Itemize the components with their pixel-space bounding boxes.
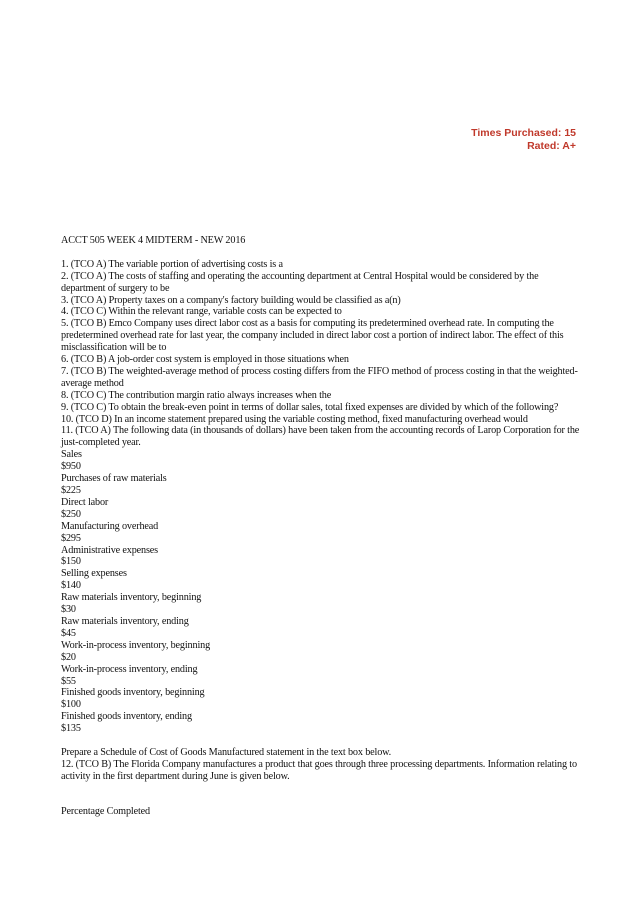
data-line: Work-in-process inventory, beginning <box>61 639 211 651</box>
document-title: ACCT 505 WEEK 4 MIDTERM - NEW 2016 <box>61 235 246 246</box>
question-10: 10. (TCO D) In an income statement prepared using the variable costing method, fixed manufacturing overhead would <box>61 413 528 425</box>
question-12: 12. (TCO B) The Florida Company manufactures a product that goes through three processing departments. Information relating to activity in the first department during June is given below. <box>61 758 577 782</box>
data-line: $140 <box>61 580 81 592</box>
question-1: 1. (TCO A) The variable portion of advertising costs is a <box>61 258 283 270</box>
data-line: Manufacturing overhead <box>61 520 159 532</box>
data-line: Work-in-process inventory, ending <box>61 663 198 675</box>
data-line: Selling expenses <box>61 568 127 580</box>
instruction-text: Prepare a Schedule of Cost of Goods Manufactured statement in the text box below. <box>61 746 392 758</box>
data-line: Finished goods inventory, beginning <box>61 687 205 699</box>
data-line: Finished goods inventory, ending <box>61 711 192 723</box>
spacer <box>61 795 581 807</box>
data-line: $250 <box>61 508 81 520</box>
data-line: $225 <box>61 485 81 497</box>
purchase-info <box>471 127 576 153</box>
data-line: Administrative expenses <box>61 544 158 556</box>
data-line: $100 <box>61 699 81 711</box>
data-line: Raw materials inventory, ending <box>61 615 189 627</box>
data-line: Purchases of raw materials <box>61 473 167 485</box>
data-line: $45 <box>61 627 76 639</box>
data-line: Sales <box>61 449 82 461</box>
spacer <box>61 247 581 259</box>
data-line: Direct labor <box>61 496 109 508</box>
question-5: 5. (TCO B) Emco Company uses direct labor cost as a basis for computing its predetermined overhead rate. In computing the predetermined overhead rate for last year, the company included in direct labor cost a portion of indirect labor. The effect of this misclassification will be to <box>61 318 564 354</box>
times-purchased: Times Purchased: 15 <box>471 127 576 139</box>
question-6: 6. (TCO B) A job-order cost system is employed in those situations when <box>61 354 349 366</box>
question-2: 2. (TCO A) The costs of staffing and operating the accounting department at Central Hospital would be considered by the department of surgery to be <box>61 270 539 294</box>
data-line: $150 <box>61 556 81 568</box>
question-3: 3. (TCO A) Property taxes on a company's factory building would be classified as a(n) <box>61 294 401 306</box>
question-8: 8. (TCO C) The contribution margin ratio always increases when the <box>61 389 332 401</box>
data-line: $295 <box>61 532 81 544</box>
rating: Rated: A+ <box>527 140 576 152</box>
data-line: $55 <box>61 675 76 687</box>
data-line: $30 <box>61 604 76 616</box>
percentage-completed-label: Percentage Completed <box>61 806 150 818</box>
data-line: Raw materials inventory, beginning <box>61 592 202 604</box>
spacer <box>61 783 581 795</box>
data-line: $135 <box>61 723 81 735</box>
document-body <box>61 235 581 818</box>
data-line: $20 <box>61 651 76 663</box>
question-9: 9. (TCO C) To obtain the break-even point in terms of dollar sales, total fixed expenses are divided by which of the following? <box>61 401 559 413</box>
spacer <box>61 735 581 747</box>
data-line: $950 <box>61 461 81 473</box>
question-4: 4. (TCO C) Within the relevant range, variable costs can be expected to <box>61 306 342 318</box>
question-11: 11. (TCO A) The following data (in thousands of dollars) have been taken from the accounting records of Larop Corporation for the just-completed year. <box>61 425 580 449</box>
question-7: 7. (TCO B) The weighted-average method of process costing differs from the FIFO method of process costing in that the weighted-average method <box>61 365 578 389</box>
